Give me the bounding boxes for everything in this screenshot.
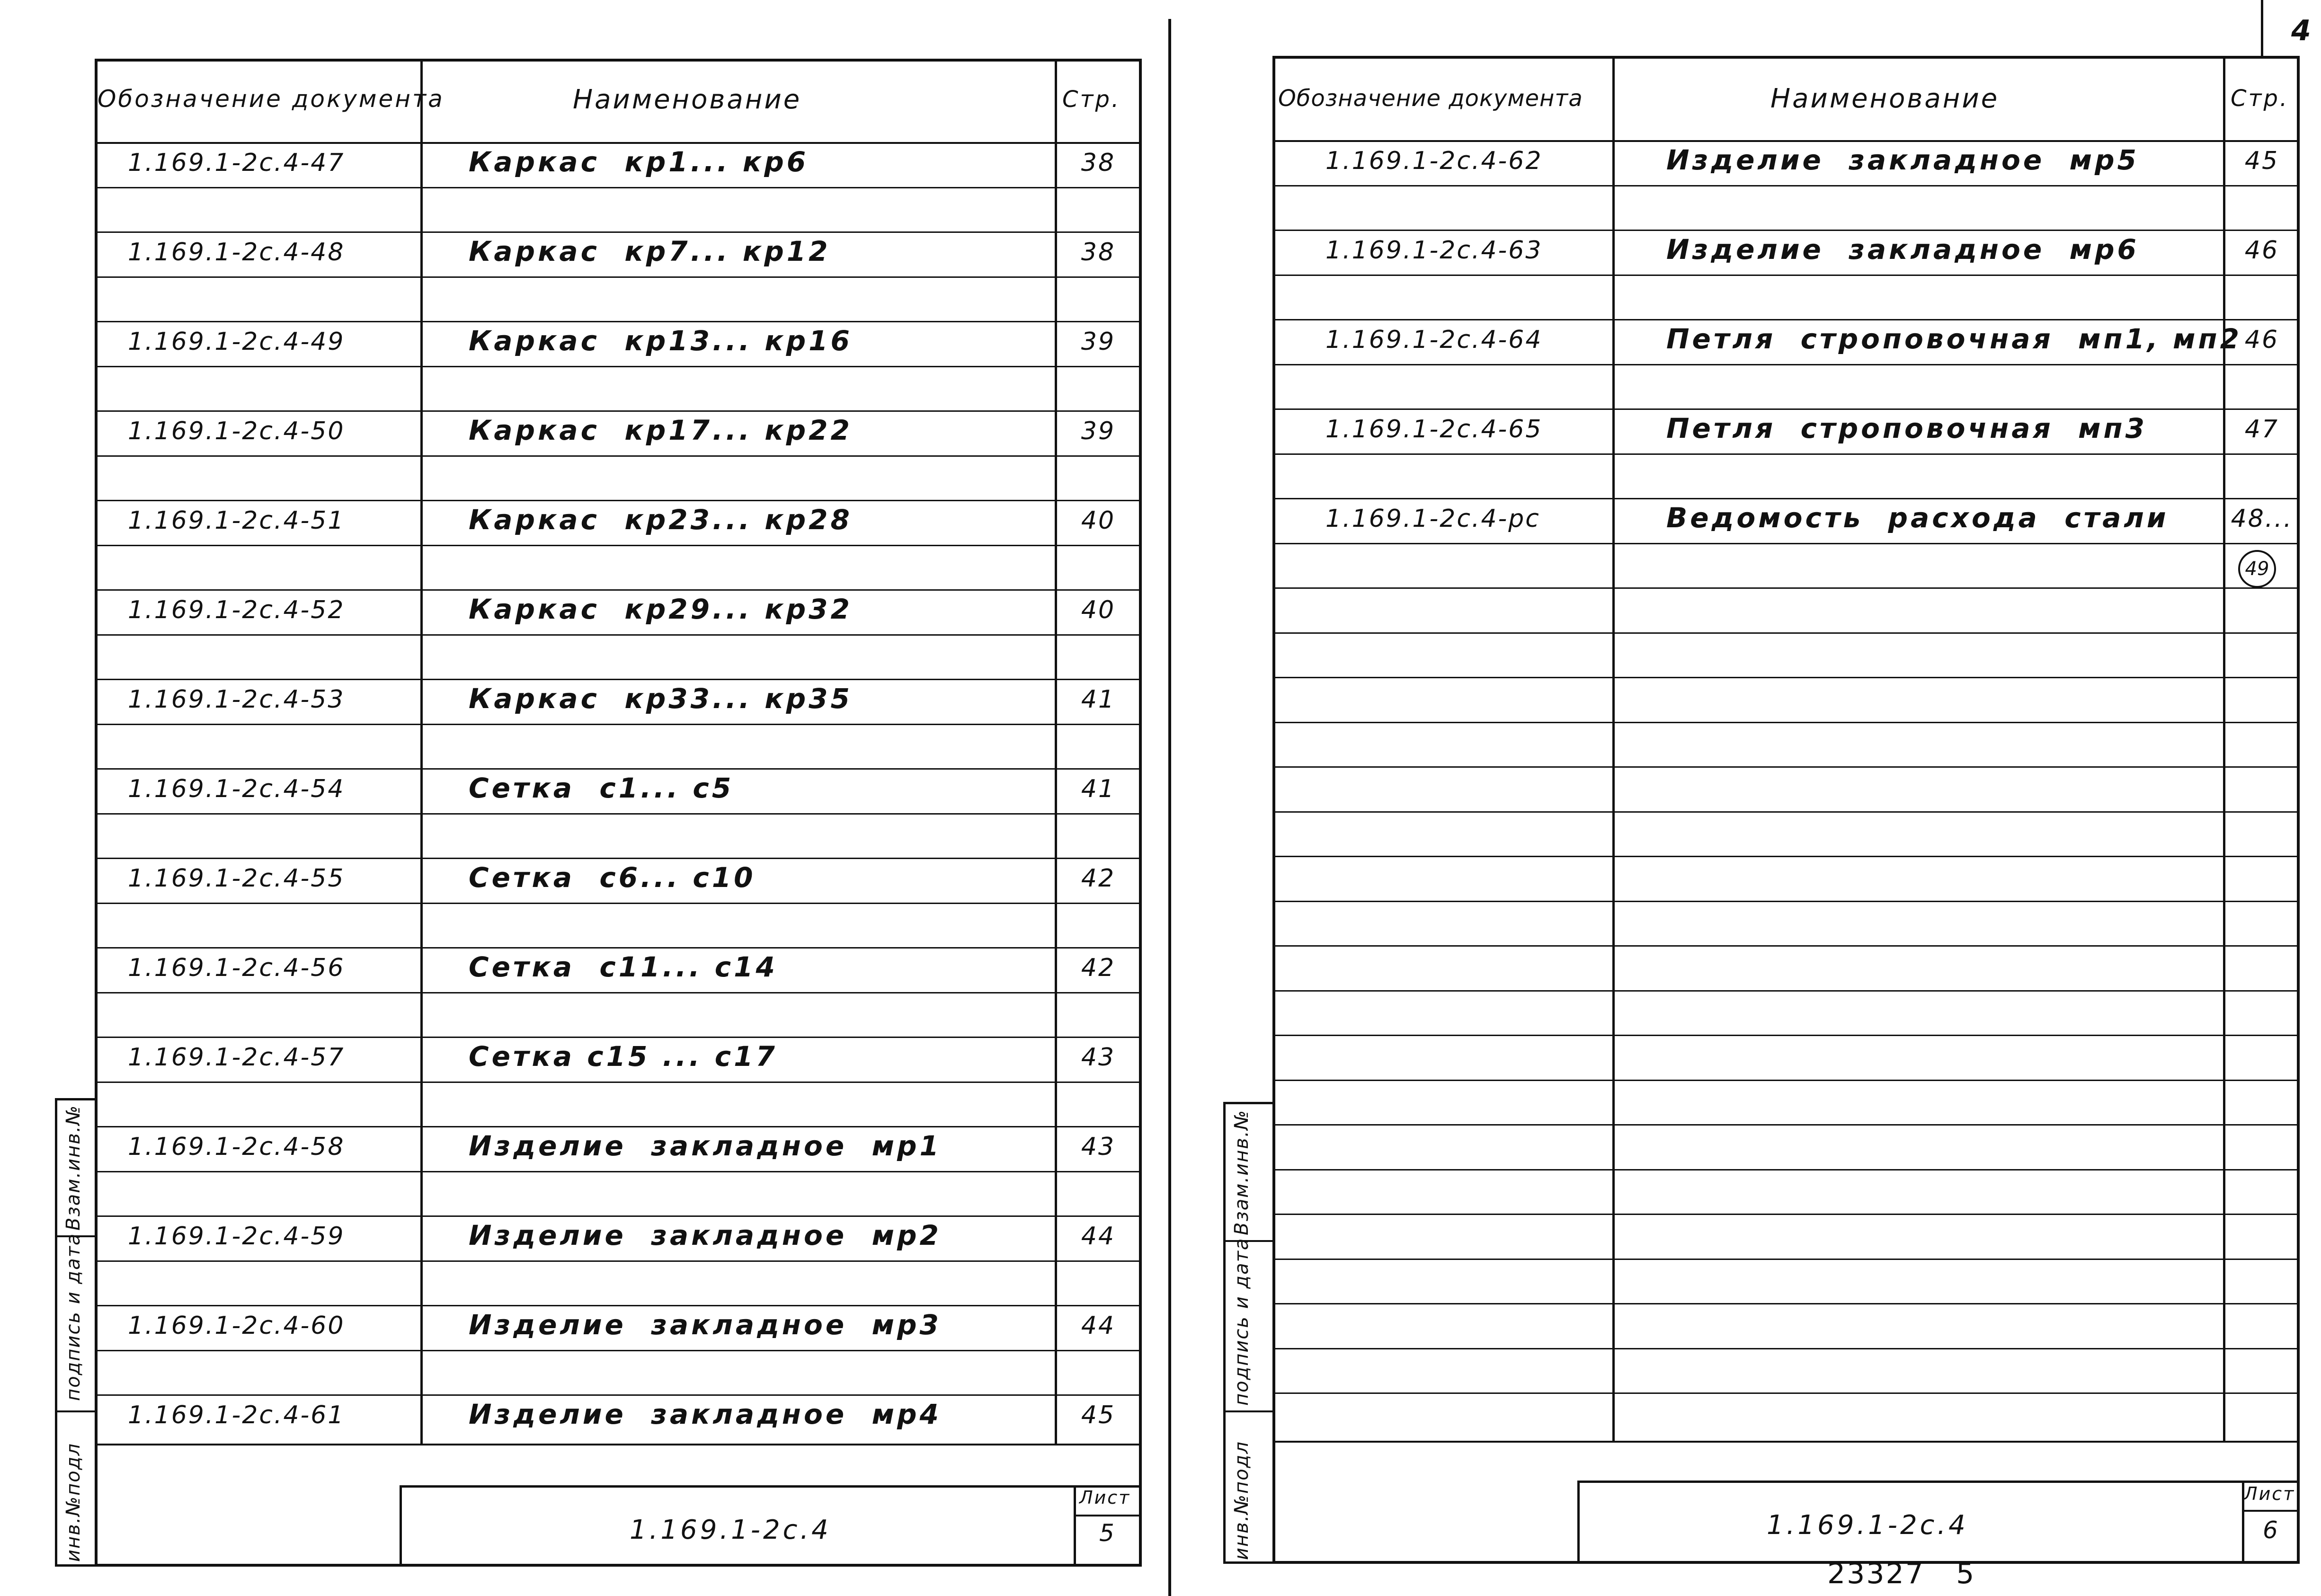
right-stamp-code: 1.169.1-2с.4 — [1767, 1510, 1968, 1541]
row-code: 1.169.1-2с.4-62 — [1325, 147, 1543, 175]
row-code: 1.169.1-2с.4-54 — [128, 775, 345, 803]
row-name: Каркас кр1... кр6 — [469, 146, 809, 178]
row-name: Ведомость расхода стали — [1666, 502, 2169, 534]
row-name: Каркас кр23... кр28 — [469, 504, 853, 536]
right-side-podpis: подпись и дата — [1231, 1237, 1253, 1406]
row-code: 1.169.1-2с.4-60 — [128, 1312, 345, 1340]
header-name: Наименование — [1770, 83, 2000, 114]
row-page: 45 — [1081, 1401, 1116, 1429]
row-page: 46 — [2244, 236, 2279, 265]
row-code: 1.169.1-2с.4-55 — [128, 864, 345, 893]
left-stamp-code: 1.169.1-2с.4 — [630, 1515, 831, 1545]
row-code: 1.169.1-2с.4-59 — [128, 1222, 345, 1250]
row-code: 1.169.1-2с.4-58 — [128, 1133, 345, 1161]
row-code: 1.169.1-2с.4-63 — [1325, 236, 1543, 265]
row-page: 38 — [1081, 149, 1116, 177]
row-code: 1.169.1-2с.4-48 — [128, 238, 345, 266]
left-sheet-number: 5 — [1099, 1519, 1116, 1547]
row-name: Изделие закладное мр3 — [469, 1309, 942, 1341]
row-name: Сетка с15 ... с17 — [469, 1040, 778, 1073]
row-code: 1.169.1-2с.4-50 — [128, 417, 345, 445]
row-code: 1.169.1-2с.4-64 — [1325, 326, 1543, 354]
row-name: Изделие закладное мр2 — [469, 1219, 942, 1251]
row-code: 1.169.1-2с.4-47 — [128, 149, 345, 177]
row-page: 42 — [1081, 954, 1116, 982]
row-page: 39 — [1081, 417, 1116, 445]
header-page: Стр. — [1062, 86, 1121, 113]
corner-page-number: 4 — [2291, 14, 2312, 47]
row-page: 44 — [1081, 1222, 1116, 1250]
row-name: Изделие закладное мр4 — [469, 1398, 942, 1430]
row-code: 1.169.1-2с.4-61 — [128, 1401, 345, 1429]
row-name: Каркас кр7... кр12 — [469, 235, 831, 267]
row-name: Изделие закладное мр6 — [1666, 233, 2139, 266]
row-page: 42 — [1081, 864, 1116, 893]
row-code: 1.169.1-2с.4-56 — [128, 954, 345, 982]
circled-page-number: 49 — [2238, 550, 2276, 588]
right-side-vzam: Взам.инв.№ — [1231, 1109, 1253, 1235]
row-name: Петля строповочная мп1, мп2 — [1666, 323, 2242, 355]
row-page: 41 — [1081, 685, 1116, 714]
row-code: 1.169.1-2с.4-52 — [128, 596, 345, 624]
right-sheet — [1183, 0, 2321, 1596]
right-sheet-label: Лист — [2244, 1483, 2295, 1504]
left-side-vzam: Взам.инв.№ — [62, 1104, 84, 1231]
row-name: Петля строповочная мп3 — [1666, 412, 2147, 444]
row-name: Сетка с1... с5 — [469, 772, 734, 804]
archive-number: 23327 5 — [1827, 1557, 1976, 1590]
row-code: 1.169.1-2с.4-51 — [128, 506, 345, 535]
row-page: 48... — [2231, 505, 2293, 533]
row-page: 43 — [1081, 1133, 1116, 1161]
row-code: 1.169.1-2с.4-49 — [128, 328, 345, 356]
row-page: 47 — [2244, 415, 2279, 443]
row-code: 1.169.1-2с.4-57 — [128, 1043, 345, 1072]
row-page: 46 — [2244, 326, 2279, 354]
left-side-inv: инв.№подл — [62, 1443, 84, 1562]
row-name: Каркас кр33... кр35 — [469, 683, 853, 715]
right-side-inv: инв.№подл — [1231, 1441, 1253, 1560]
right-sheet-number: 6 — [2263, 1516, 2279, 1544]
row-page: 41 — [1081, 775, 1116, 803]
header-code: Обозначение документа — [98, 85, 445, 113]
row-name: Изделие закладное мр5 — [1666, 144, 2139, 176]
left-sheet-label: Лист — [1079, 1487, 1131, 1508]
row-page: 38 — [1081, 238, 1116, 266]
row-name: Каркас кр17... кр22 — [469, 414, 853, 446]
row-page: 39 — [1081, 328, 1116, 356]
row-page: 43 — [1081, 1043, 1116, 1072]
row-code: 1.169.1-2с.4-53 — [128, 685, 345, 714]
header-name: Наименование — [573, 84, 802, 115]
row-page: 44 — [1081, 1312, 1116, 1340]
left-side-podpis: подпись и дата — [62, 1232, 84, 1401]
row-name: Сетка с6... с10 — [469, 861, 756, 894]
row-code: 1.169.1-2с.4-рс — [1325, 505, 1540, 533]
row-name: Изделие закладное мр1 — [469, 1130, 942, 1162]
row-code: 1.169.1-2с.4-65 — [1325, 415, 1543, 443]
header-page: Стр. — [2231, 85, 2289, 112]
header-code: Обозначение документа — [1278, 85, 1583, 112]
center-divider — [1168, 19, 1171, 1596]
right-table-frame — [1272, 56, 2300, 1564]
row-page: 40 — [1081, 506, 1116, 535]
row-name: Каркас кр29... кр32 — [469, 593, 853, 625]
left-sheet — [0, 0, 1160, 1596]
row-name: Каркас кр13... кр16 — [469, 325, 853, 357]
row-page: 40 — [1081, 596, 1116, 624]
row-name: Сетка с11... с14 — [469, 951, 778, 983]
row-page: 45 — [2244, 147, 2279, 175]
